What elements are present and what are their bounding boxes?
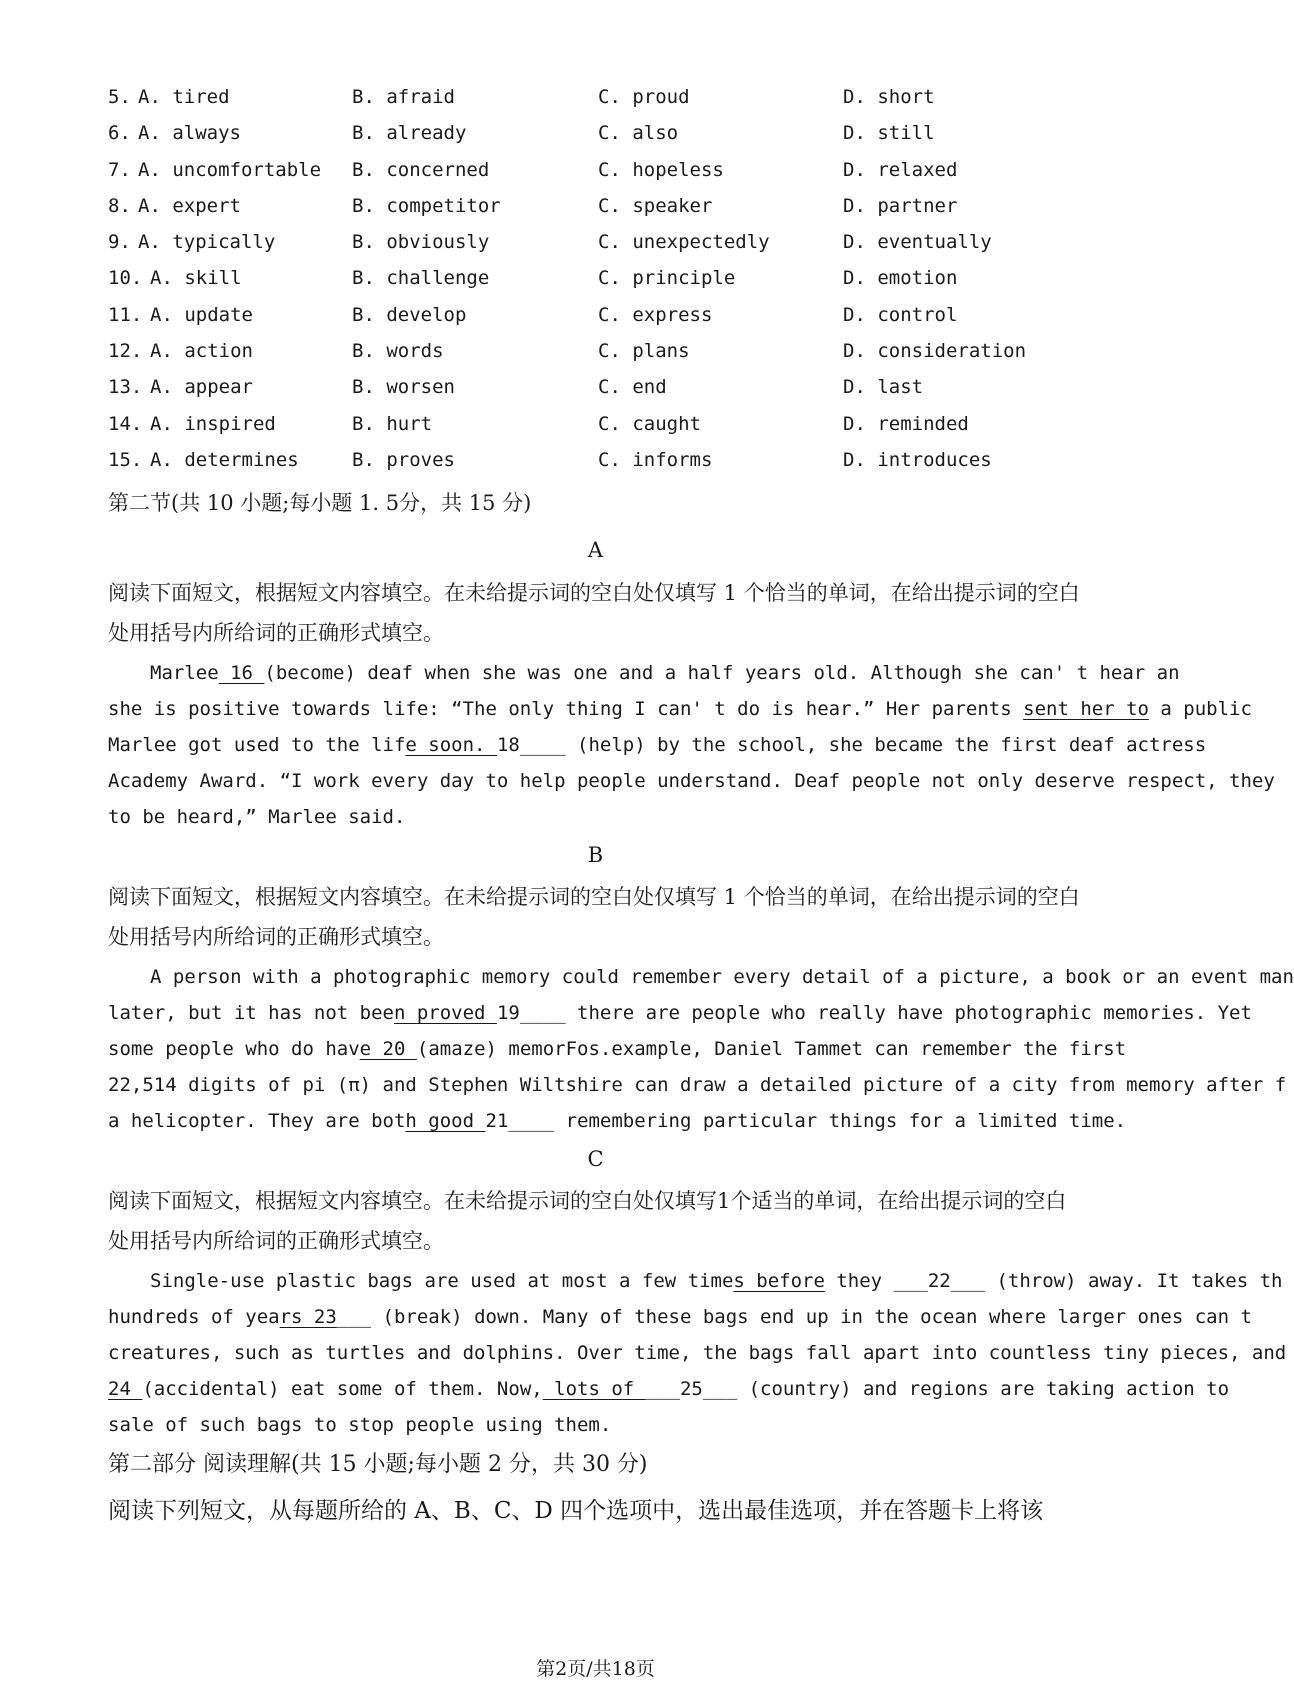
question-number: 8. <box>108 195 131 217</box>
option-c: C. informs <box>598 449 713 471</box>
passage-c-line-2 <box>108 1302 1252 1332</box>
passage-b-line-4: 22,514 digits of pi (π) and Stephen Wiltshire can draw a detailed picture of a city from memory after f <box>108 1074 1287 1096</box>
text: a public <box>1148 698 1252 720</box>
text: (accidental) eat some of them. Now, <box>142 1378 543 1400</box>
part-2-instruction: 阅读下列短文，从每题所给的 A、B、C、D 四个选项中，选出最佳选项，并在答题卡上将该 <box>108 1498 1044 1524</box>
text: Marlee got used to the lif <box>108 734 406 756</box>
passage-b-line-1: A person with a photographic memory could remember every detail of a picture, a book or an event man <box>150 966 1294 988</box>
option-c: C. unexpectedly <box>598 231 770 253</box>
option-c: C. end <box>598 376 667 398</box>
option-b: B. words <box>352 340 444 362</box>
passage-b-label: B <box>587 843 604 867</box>
blank-20: e 20 <box>359 1038 417 1060</box>
passage-c-line-4 <box>108 1374 1229 1404</box>
option-c: C. express <box>598 304 713 326</box>
passage-b-line-2 <box>108 998 1252 1028</box>
option-c: C. principle <box>598 267 736 289</box>
option-b: B. hurt <box>352 413 433 435</box>
option-b: B. obviously <box>352 231 490 253</box>
instruction-line-1: 阅读下面短文，根据短文内容填空。在未给提示词的空白处仅填写1个适当的单词，在给出提示词的空白 <box>108 1189 1067 1213</box>
option-b: B. proves <box>352 449 455 471</box>
option-a: A. update <box>150 304 253 326</box>
passage-a-line-3 <box>108 730 1206 760</box>
question-number: 7. <box>108 159 131 181</box>
option-c: C. also <box>598 122 679 144</box>
underlined-text: s before <box>733 1270 825 1292</box>
text: ___ (break) down. Many of these bags end up in the ocean where larger ones can t <box>336 1306 1252 1328</box>
underlined-text: n proved <box>393 1002 497 1024</box>
option-d: D. reminded <box>843 413 969 435</box>
option-a: A. appear <box>150 376 253 398</box>
passage-c-label: C <box>587 1147 604 1171</box>
part-2-title: 第二部分 阅读理解(共 15 小题;每小题 2 分，共 30 分) <box>108 1452 648 1477</box>
option-b: B. concerned <box>352 159 490 181</box>
text: 21____ remembering particular things for a limited time. <box>485 1110 1127 1132</box>
option-a: A. uncomfortable <box>138 159 322 181</box>
passage-c-line-5: sale of such bags to stop people using them. <box>108 1414 612 1436</box>
option-a: A. inspired <box>150 413 276 435</box>
option-b: B. worsen <box>352 376 455 398</box>
option-b: B. already <box>352 122 467 144</box>
text: a helicopter. They are bot <box>108 1110 406 1132</box>
question-number: 12. <box>108 340 143 362</box>
option-a: A. skill <box>150 267 242 289</box>
underlined-text: sent her to <box>1023 698 1149 720</box>
question-number: 11. <box>108 304 143 326</box>
option-a: A. typically <box>138 231 276 253</box>
page-footer: 第2页/共18页 <box>536 1658 655 1680</box>
instruction-line-1: 阅读下面短文，根据短文内容填空。在未给提示词的空白处仅填写 1 个恰当的单词，在给出提示词的空白 <box>108 581 1080 605</box>
option-d: D. last <box>843 376 924 398</box>
option-b: B. develop <box>352 304 467 326</box>
text: 19____ there are people who really have photographic memories. Yet <box>496 1002 1252 1024</box>
question-number: 6. <box>108 122 131 144</box>
section-title: 第二节(共 10 小题;每小题 1. 5分，共 15 分) <box>108 491 532 515</box>
blank-24: 24 <box>108 1378 143 1400</box>
option-a: A. expert <box>138 195 241 217</box>
text: (become) deaf when she was one and a half years old. Although she can' t hear an <box>264 662 1180 684</box>
underlined-text: lots of <box>542 1378 646 1400</box>
option-a: A. always <box>138 122 241 144</box>
option-d: D. relaxed <box>843 159 958 181</box>
option-b: B. challenge <box>352 267 490 289</box>
question-number: 15. <box>108 449 143 471</box>
underlined-text: e soon. <box>405 734 497 756</box>
option-a: A. tired <box>138 86 230 108</box>
question-number: 9. <box>108 231 131 253</box>
instruction-line-2: 处用括号内所给词的正确形式填空。 <box>108 621 444 645</box>
option-c: C. proud <box>598 86 690 108</box>
question-number: 14. <box>108 413 143 435</box>
text: (amaze) memorFos.example, Daniel Tammet can remember the first <box>416 1038 1127 1060</box>
instruction-line-2: 处用括号内所给词的正确形式填空。 <box>108 1229 444 1253</box>
option-d: D. consideration <box>843 340 1027 362</box>
passage-a-line-1 <box>150 658 1180 688</box>
question-number: 10. <box>108 267 143 289</box>
text: they ___22___ (throw) away. It takes th <box>824 1270 1283 1292</box>
option-d: D. partner <box>843 195 958 217</box>
option-c: C. hopeless <box>598 159 724 181</box>
option-a: A. determines <box>150 449 299 471</box>
text: hundreds of yea <box>108 1306 280 1328</box>
text: some people who do hav <box>108 1038 360 1060</box>
instruction-line-2: 处用括号内所给词的正确形式填空。 <box>108 925 444 949</box>
text: later, but it has not bee <box>108 1002 394 1024</box>
text: Marlee <box>150 662 219 684</box>
text: she is positive towards life: “The only thing I can' t do is hear.” Her parents <box>108 698 1024 720</box>
option-b: B. competitor <box>352 195 501 217</box>
option-d: D. eventually <box>843 231 992 253</box>
passage-a-line-4: Academy Award. “I work every day to help people understand. Deaf people not only deserve respect, they <box>108 770 1275 792</box>
blank-23: rs 23 <box>279 1306 337 1328</box>
option-d: D. short <box>843 86 935 108</box>
passage-a-label: A <box>587 538 604 562</box>
option-d: D. control <box>843 304 958 326</box>
passage-b-line-3 <box>108 1034 1126 1064</box>
option-d: D. emotion <box>843 267 958 289</box>
passage-b-line-5 <box>108 1106 1126 1136</box>
passage-a-line-5: to be heard,” Marlee said. <box>108 806 406 828</box>
passage-c-line-3: creatures, such as turtles and dolphins. Over time, the bags fall apart into countless tiny pieces, and <box>108 1342 1287 1364</box>
option-b: B. afraid <box>352 86 455 108</box>
text: ___25___ (country) and regions are taking action to <box>645 1378 1230 1400</box>
text: Single-use plastic bags are used at most a few time <box>150 1270 734 1292</box>
instruction-line-1: 阅读下面短文，根据短文内容填空。在未给提示词的空白处仅填写 1 个恰当的单词，在给出提示词的空白 <box>108 885 1080 909</box>
passage-c-line-1 <box>150 1266 1282 1296</box>
text: 18____ (help) by the school, she became the first deaf actress <box>496 734 1207 756</box>
underlined-text: h good <box>405 1110 486 1132</box>
blank-16: 16 <box>218 662 265 684</box>
question-number: 13. <box>108 376 143 398</box>
option-c: C. speaker <box>598 195 713 217</box>
passage-a-line-2 <box>108 694 1252 724</box>
option-c: C. caught <box>598 413 701 435</box>
option-d: D. still <box>843 122 935 144</box>
option-c: C. plans <box>598 340 690 362</box>
option-a: A. action <box>150 340 253 362</box>
question-number: 5. <box>108 86 131 108</box>
option-d: D. introduces <box>843 449 992 471</box>
